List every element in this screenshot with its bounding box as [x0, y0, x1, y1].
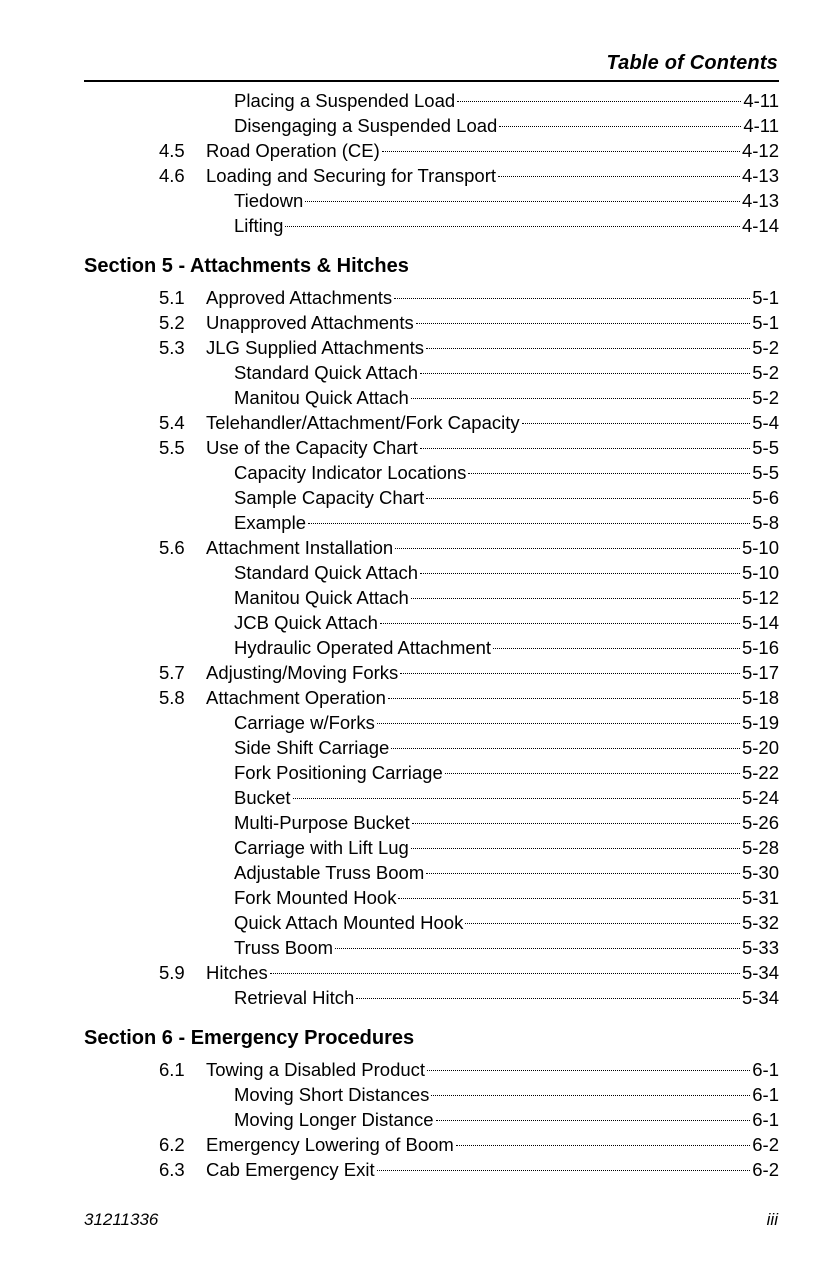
toc-entry-page: 5-19 [741, 712, 779, 733]
toc-entry-number: 4.5 [159, 140, 185, 161]
toc-entry-page: 5-8 [752, 512, 779, 533]
dot-leader [457, 101, 741, 102]
toc-entry-title: Tiedown [234, 190, 304, 211]
toc-entry-number: 5.8 [159, 687, 185, 708]
dot-leader [335, 948, 740, 949]
toc-entry-page: 5-2 [752, 337, 779, 358]
toc-entry-page: 5-1 [752, 312, 779, 333]
toc-entry-title: Use of the Capacity Chart [206, 437, 418, 458]
toc-entry[interactable] [0, 88, 825, 113]
toc-entry-title: Retrieval Hitch [234, 987, 355, 1008]
toc-entry-title: Loading and Securing for Transport [206, 165, 497, 186]
toc-entry-title: Disengaging a Suspended Load [234, 115, 498, 136]
toc-entry-page: 5-1 [752, 287, 779, 308]
toc-entry-page: 5-2 [752, 362, 779, 383]
toc-entry[interactable] [0, 310, 825, 335]
toc-entry-title: Standard Quick Attach [234, 562, 419, 583]
toc-entry-title: Capacity Indicator Locations [234, 462, 467, 483]
toc-entry-title: Placing a Suspended Load [234, 90, 456, 111]
toc-entry[interactable] [0, 1157, 825, 1182]
toc-entry[interactable] [0, 985, 825, 1010]
toc-entry-title: Unapproved Attachments [206, 312, 414, 333]
page-number: iii [766, 1210, 778, 1229]
toc-entry-page: 5-34 [741, 987, 779, 1008]
toc-entry-page: 5-20 [741, 737, 779, 758]
toc-entry[interactable] [0, 635, 825, 660]
toc-entry-number: 5.2 [159, 312, 185, 333]
toc-entry[interactable] [0, 560, 825, 585]
document-number: 31211336 [84, 1210, 159, 1229]
dot-leader [285, 226, 740, 227]
toc-entry-title: Attachment Installation [206, 537, 394, 558]
toc-entry-title: Road Operation (CE) [206, 140, 380, 161]
toc-entry-page: 5-24 [741, 787, 779, 808]
toc-entry-title: Carriage w/Forks [234, 712, 375, 733]
toc-entry-title: Lifting [234, 215, 284, 236]
dot-leader [356, 998, 740, 999]
toc-entry-number: 4.6 [159, 165, 185, 186]
header-divider [84, 80, 779, 82]
toc-entry[interactable] [0, 760, 825, 785]
toc-entry-title: Telehandler/Attachment/Fork Capacity [206, 412, 520, 433]
dot-leader [436, 1120, 751, 1121]
toc-entry-title: Manitou Quick Attach [234, 387, 409, 408]
dot-leader [412, 823, 740, 824]
dot-leader [411, 848, 740, 849]
toc-entry-page: 4-12 [741, 140, 779, 161]
dot-leader [426, 873, 740, 874]
toc-entry-page: 5-10 [741, 537, 779, 558]
toc-entry-title: Hydraulic Operated Attachment [234, 637, 492, 658]
dot-leader [391, 748, 740, 749]
page-header-title: Table of Contents [606, 52, 778, 74]
toc-entry-title: Fork Positioning Carriage [234, 762, 443, 783]
toc-entry-page: 5-5 [752, 462, 779, 483]
toc-entry[interactable] [0, 435, 825, 460]
toc-entry[interactable] [0, 685, 825, 710]
dot-leader [499, 126, 741, 127]
toc-entry[interactable] [0, 510, 825, 535]
toc-entry-number: 5.6 [159, 537, 185, 558]
toc-entry[interactable] [0, 535, 825, 560]
toc-entry[interactable] [0, 213, 825, 238]
toc-entry-page: 4-11 [743, 115, 779, 136]
toc-entry-title: Towing a Disabled Product [206, 1059, 426, 1080]
toc-entry-page: 5-22 [741, 762, 779, 783]
dot-leader [468, 473, 750, 474]
dot-leader [427, 1070, 750, 1071]
toc-entry[interactable] [0, 810, 825, 835]
dot-leader [493, 648, 740, 649]
toc-entry-title: Hitches [206, 962, 268, 983]
toc-entry-title: Sample Capacity Chart [234, 487, 425, 508]
toc-entry-title: Standard Quick Attach [234, 362, 419, 383]
toc-entry[interactable] [0, 410, 825, 435]
toc-entry[interactable] [0, 285, 825, 310]
toc-entry[interactable] [0, 138, 825, 163]
dot-leader [426, 348, 750, 349]
toc-entry-page: 5-17 [741, 662, 779, 683]
dot-leader [308, 523, 750, 524]
toc-entry[interactable] [0, 960, 825, 985]
toc-entry[interactable] [0, 785, 825, 810]
toc-entry[interactable] [0, 1132, 825, 1157]
toc-entry-title: Quick Attach Mounted Hook [234, 912, 464, 933]
toc-entry-number: 5.9 [159, 962, 185, 983]
toc-entry-title: Example [234, 512, 306, 533]
toc-entry-title: Truss Boom [234, 937, 334, 958]
dot-leader [420, 573, 740, 574]
toc-entry-title: Adjustable Truss Boom [234, 862, 425, 883]
toc-entry-page: 6-1 [752, 1059, 779, 1080]
dot-leader [382, 151, 740, 152]
toc-entry-number: 5.4 [159, 412, 185, 433]
toc-entry[interactable] [0, 385, 825, 410]
toc-entry[interactable] [0, 910, 825, 935]
toc-entry[interactable] [0, 835, 825, 860]
dot-leader [377, 1170, 751, 1171]
dot-leader [305, 201, 740, 202]
dot-leader [388, 698, 740, 699]
toc-entry-page: 6-1 [752, 1109, 779, 1130]
toc-entry[interactable] [0, 360, 825, 385]
dot-leader [420, 373, 750, 374]
table-of-contents [0, 88, 825, 1182]
dot-leader [416, 323, 751, 324]
toc-entry-page: 5-26 [741, 812, 779, 833]
toc-entry[interactable] [0, 460, 825, 485]
toc-entry-number: 6.3 [159, 1159, 185, 1180]
toc-entry-title: Moving Longer Distance [234, 1109, 434, 1130]
toc-entry-title: Multi-Purpose Bucket [234, 812, 410, 833]
toc-entry-page: 6-1 [752, 1084, 779, 1105]
dot-leader [411, 398, 750, 399]
toc-entry[interactable] [0, 113, 825, 138]
toc-entry-title: Approved Attachments [206, 287, 393, 308]
toc-entry-number: 5.1 [159, 287, 185, 308]
toc-entry-page: 5-18 [741, 687, 779, 708]
toc-entry-title: Side Shift Carriage [234, 737, 390, 758]
toc-entry-title: Attachment Operation [206, 687, 386, 708]
dot-leader [394, 298, 750, 299]
dot-leader [395, 548, 740, 549]
toc-entry[interactable] [0, 860, 825, 885]
toc-entry[interactable] [0, 610, 825, 635]
toc-entry-title: Manitou Quick Attach [234, 587, 409, 608]
section-heading: Section 6 - Emergency Procedures [84, 1027, 415, 1049]
toc-entry-page: 6-2 [752, 1159, 779, 1180]
toc-entry-page: 5-30 [741, 862, 779, 883]
toc-entry[interactable] [0, 1057, 825, 1082]
toc-entry-number: 5.3 [159, 337, 185, 358]
toc-entry-number: 5.5 [159, 437, 185, 458]
dot-leader [420, 448, 750, 449]
toc-entry-number: 6.2 [159, 1134, 185, 1155]
toc-entry-page: 4-14 [741, 215, 779, 236]
toc-entry-page: 6-2 [752, 1134, 779, 1155]
toc-entry[interactable] [0, 188, 825, 213]
toc-entry[interactable] [0, 660, 825, 685]
toc-entry[interactable] [0, 485, 825, 510]
toc-entry-title: Bucket [234, 787, 291, 808]
toc-entry-title: Adjusting/Moving Forks [206, 662, 399, 683]
toc-entry-page: 5-2 [752, 387, 779, 408]
toc-entry-page: 4-13 [741, 165, 779, 186]
dot-leader [270, 973, 740, 974]
toc-entry[interactable] [0, 710, 825, 735]
dot-leader [377, 723, 740, 724]
toc-entry-page: 5-31 [741, 887, 779, 908]
dot-leader [431, 1095, 750, 1096]
toc-entry-page: 5-5 [752, 437, 779, 458]
toc-entry-page: 5-12 [741, 587, 779, 608]
toc-entry-number: 6.1 [159, 1059, 185, 1080]
toc-entry[interactable] [0, 1082, 825, 1107]
dot-leader [465, 923, 740, 924]
toc-entry-page: 4-13 [741, 190, 779, 211]
toc-entry-number: 5.7 [159, 662, 185, 683]
toc-entry-page: 5-34 [741, 962, 779, 983]
dot-leader [456, 1145, 750, 1146]
toc-entry[interactable] [0, 335, 825, 360]
toc-entry-title: Cab Emergency Exit [206, 1159, 375, 1180]
toc-entry-page: 5-16 [741, 637, 779, 658]
toc-entry-page: 5-28 [741, 837, 779, 858]
toc-entry-title: JCB Quick Attach [234, 612, 378, 633]
dot-leader [522, 423, 751, 424]
toc-entry-title: Carriage with Lift Lug [234, 837, 409, 858]
toc-entry[interactable] [0, 585, 825, 610]
toc-entry-page: 5-33 [741, 937, 779, 958]
section-heading: Section 5 - Attachments & Hitches [84, 255, 409, 277]
toc-entry-title: Fork Mounted Hook [234, 887, 397, 908]
toc-entry-page: 4-11 [743, 90, 779, 111]
dot-leader [498, 176, 740, 177]
toc-entry-page: 5-32 [741, 912, 779, 933]
dot-leader [380, 623, 740, 624]
toc-entry-title: Emergency Lowering of Boom [206, 1134, 454, 1155]
dot-leader [293, 798, 740, 799]
toc-entry-page: 5-10 [741, 562, 779, 583]
dot-leader [411, 598, 740, 599]
toc-entry-page: 5-4 [752, 412, 779, 433]
toc-entry[interactable] [0, 935, 825, 960]
toc-entry-title: JLG Supplied Attachments [206, 337, 425, 358]
toc-entry-title: Moving Short Distances [234, 1084, 430, 1105]
dot-leader [426, 498, 750, 499]
dot-leader [400, 673, 740, 674]
toc-entry-page: 5-6 [752, 487, 779, 508]
toc-entry[interactable] [0, 163, 825, 188]
toc-entry-page: 5-14 [741, 612, 779, 633]
toc-entry[interactable] [0, 885, 825, 910]
toc-entry[interactable] [0, 735, 825, 760]
dot-leader [398, 898, 740, 899]
dot-leader [445, 773, 740, 774]
toc-entry[interactable] [0, 1107, 825, 1132]
